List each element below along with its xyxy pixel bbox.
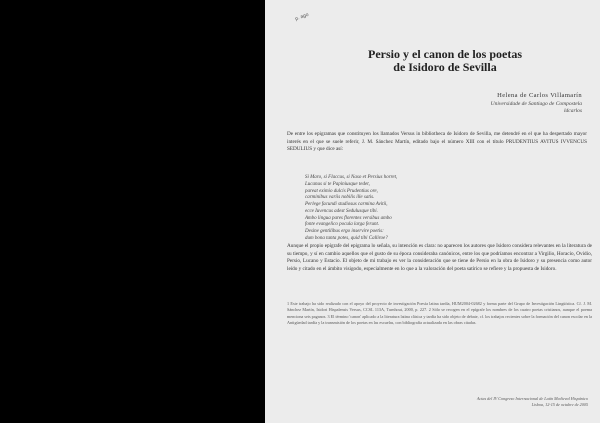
intro-paragraph: De entre los epigramas que constituyen los llamados Versus in bibliotheca de Isidoro de Sevilla, me detendré en el que ha despertado mayor interés en el que se suele referir, J. M. Sánchez Martín, editado bajo el número XIII con el título PRUDENTIUS AVITUS IVVENCUS SEDULIUS y que dice así: [287,131,587,153]
poem-line: Perlege facundi studiosus carmina Avitii, [305,202,388,207]
title-line-1: Persio y el canon de los poetas [368,47,522,61]
poem-line: fonte evangelico pocula larga ferunt. [305,222,380,228]
poem-line: Desine gentilibus ergo inservire poetis: [305,229,384,234]
poem-line: dum bona tanta potes, quid tibi Calliroe? [305,235,388,241]
poem-line: pareat eximio dulcis Prudentius ore, [305,188,378,194]
poem-line: Ambo lingua pares florentes versibus ambo [305,215,392,221]
poem-line: ecce Iuvencus adest Sedulusque tibi. [305,208,378,214]
page-footer [477,396,588,408]
author-name: Helena de Carlos Villamarín [497,92,582,99]
affiliation-line-2: ldcarlos [563,108,582,115]
footnotes: 1 Este trabajo ha sido realizado con el apoyo del proyecto de investigación Poesía latina tardía, HUM2004-02682 y forma parte del Grupo de Investigación Lingüística. Cf. J. M. Sánchez Martín, Isidori Hispalensis Versus, CCSL 113A, Turnhout, 2000, p. 227. 2 Sólo se recogen en el epígrafe los nombres de los cuatro poetas cristianos, aunque el poema menciona seis paganos. 3 El término 'canon' aplicado a la literatura latina clásica y tardía ha sido objeto de debate, cf. los trabajos recientes sobre la formación del canon escolar en la Antigüedad tardía y la transmisión de los poetas en las escuelas, con bibliografía actualizada en las obras citadas. [287,301,592,325]
title-line-2: de Isidoro de Sevilla [393,59,497,74]
poem-line: Si Maro, si Flaccus, si Naso et Persius horret, [305,175,398,180]
body-paragraph: Aunque el propio epígrafe del epigrama lo señala, su intención es clara: no aparecen los autores que Isidoro considera relevantes en la literatura de su tiempo, y sí en cambio aquellos que el gusto de su época consideraba canónicos, entre los que podríamos encontrar a Virgilio, Horacio, Ovidio, Persio, Lucano y Estacio. El objeto de mi trabajo es ver la consideración que se tiene de Persio en la obra de Isidoro y su presencia como autor leído y citado en el ámbito visigodo, especialmente en lo que a la valoración del poeta satírico se refiere y la propuesta de Isidoro. [287,243,592,272]
poem-line: carminibus variis nobilis ille satis. [305,195,375,201]
left-page-shadow [0,0,265,423]
poem-block [305,175,505,243]
article-title [335,48,555,73]
footer-line-1: Actas del IV Congreso Internacional de Latín Medieval Hispánico [476,396,588,401]
affiliation-line-1: Universidade de Santiago de Compostela [490,101,582,107]
footer-line-2: Lisboa, 12-15 de octubre de 2005 [531,401,588,407]
handwritten-annotation: p. ago [294,11,310,23]
poem-line: Lucanus si te Papiniusque tedet, [305,181,370,187]
document-page [265,0,600,423]
author-affiliation [491,101,582,115]
